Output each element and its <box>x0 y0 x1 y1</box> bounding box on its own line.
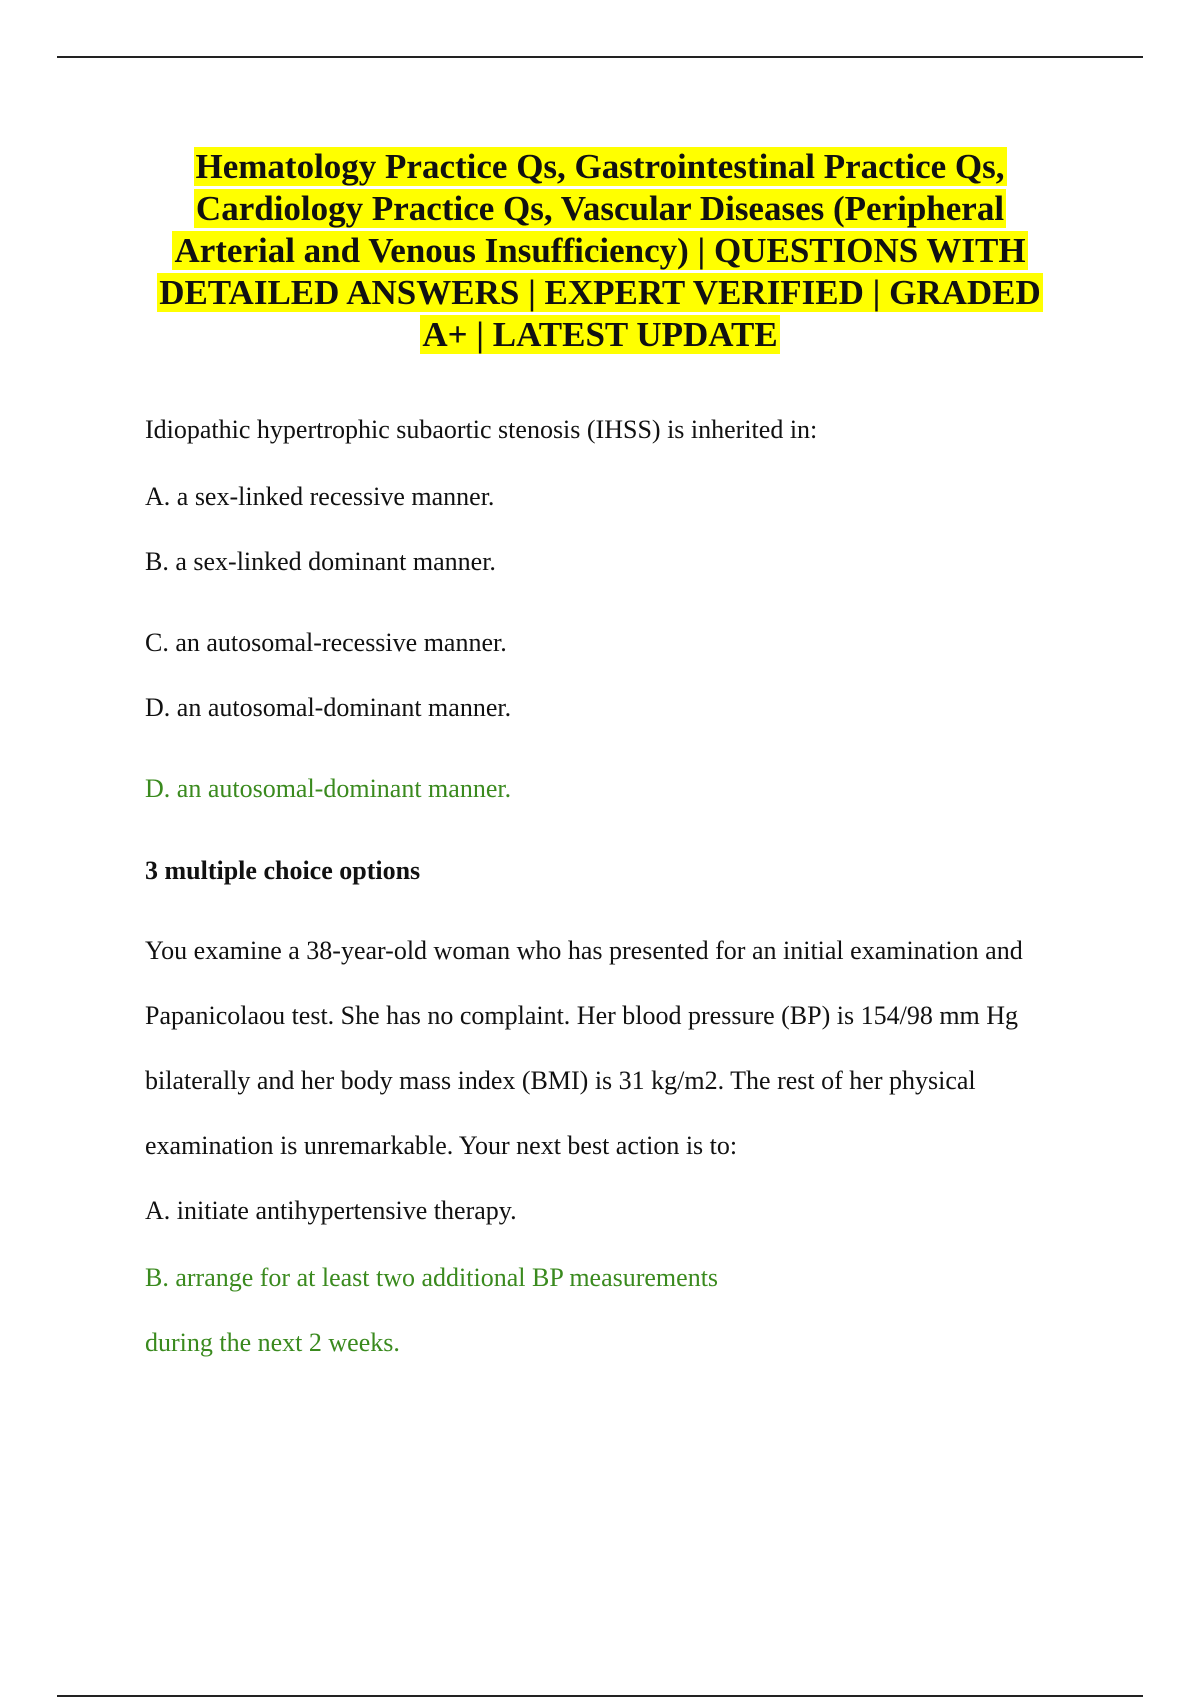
question1-option-c: C. an autosomal-recessive manner. <box>145 628 507 657</box>
question2-stem-line: You examine a 38-year-old woman who has presented for an initial examination and <box>145 936 1023 965</box>
title-line: Cardiology Practice Qs, Vascular Diseases (Peripheral <box>195 189 1005 228</box>
question2-stem-line: examination is unremarkable. Your next best action is to: <box>145 1131 738 1160</box>
question2-option-b-line: B. arrange for at least two additional BP measurements <box>145 1263 719 1292</box>
footer-rule <box>57 1695 1143 1697</box>
question1-answer: D. an autosomal-dominant manner. <box>145 774 512 803</box>
document-title <box>120 146 1080 356</box>
question2-stem-line: Papanicolaou test. She has no complaint. Her blood pressure (BP) is 154/98 mm Hg <box>145 1001 1019 1030</box>
title-line: A+ | LATEST UPDATE <box>422 315 778 354</box>
question2-option-a: A. initiate antihypertensive therapy. <box>145 1196 517 1225</box>
question2-option-b-line: during the next 2 weeks. <box>145 1328 400 1357</box>
title-line: DETAILED ANSWERS | EXPERT VERIFIED | GRADED <box>159 273 1041 312</box>
question1-stem: Idiopathic hypertrophic subaortic stenosis (IHSS) is inherited in: <box>145 415 818 444</box>
title-line: Arterial and Venous Insufficiency) | QUESTIONS WITH <box>174 231 1026 270</box>
header-rule <box>57 56 1143 58</box>
question2-stem-line: bilaterally and her body mass index (BMI) is 31 kg/m2. The rest of her physical <box>145 1066 976 1095</box>
question1-option-d: D. an autosomal-dominant manner. <box>145 693 512 722</box>
question1-option-a: A. a sex-linked recessive manner. <box>145 482 495 511</box>
title-line: Hematology Practice Qs, Gastrointestinal Practice Qs, <box>195 147 1005 186</box>
question1-option-b: B. a sex-linked dominant manner. <box>145 547 496 576</box>
section-label: 3 multiple choice options <box>145 856 421 885</box>
